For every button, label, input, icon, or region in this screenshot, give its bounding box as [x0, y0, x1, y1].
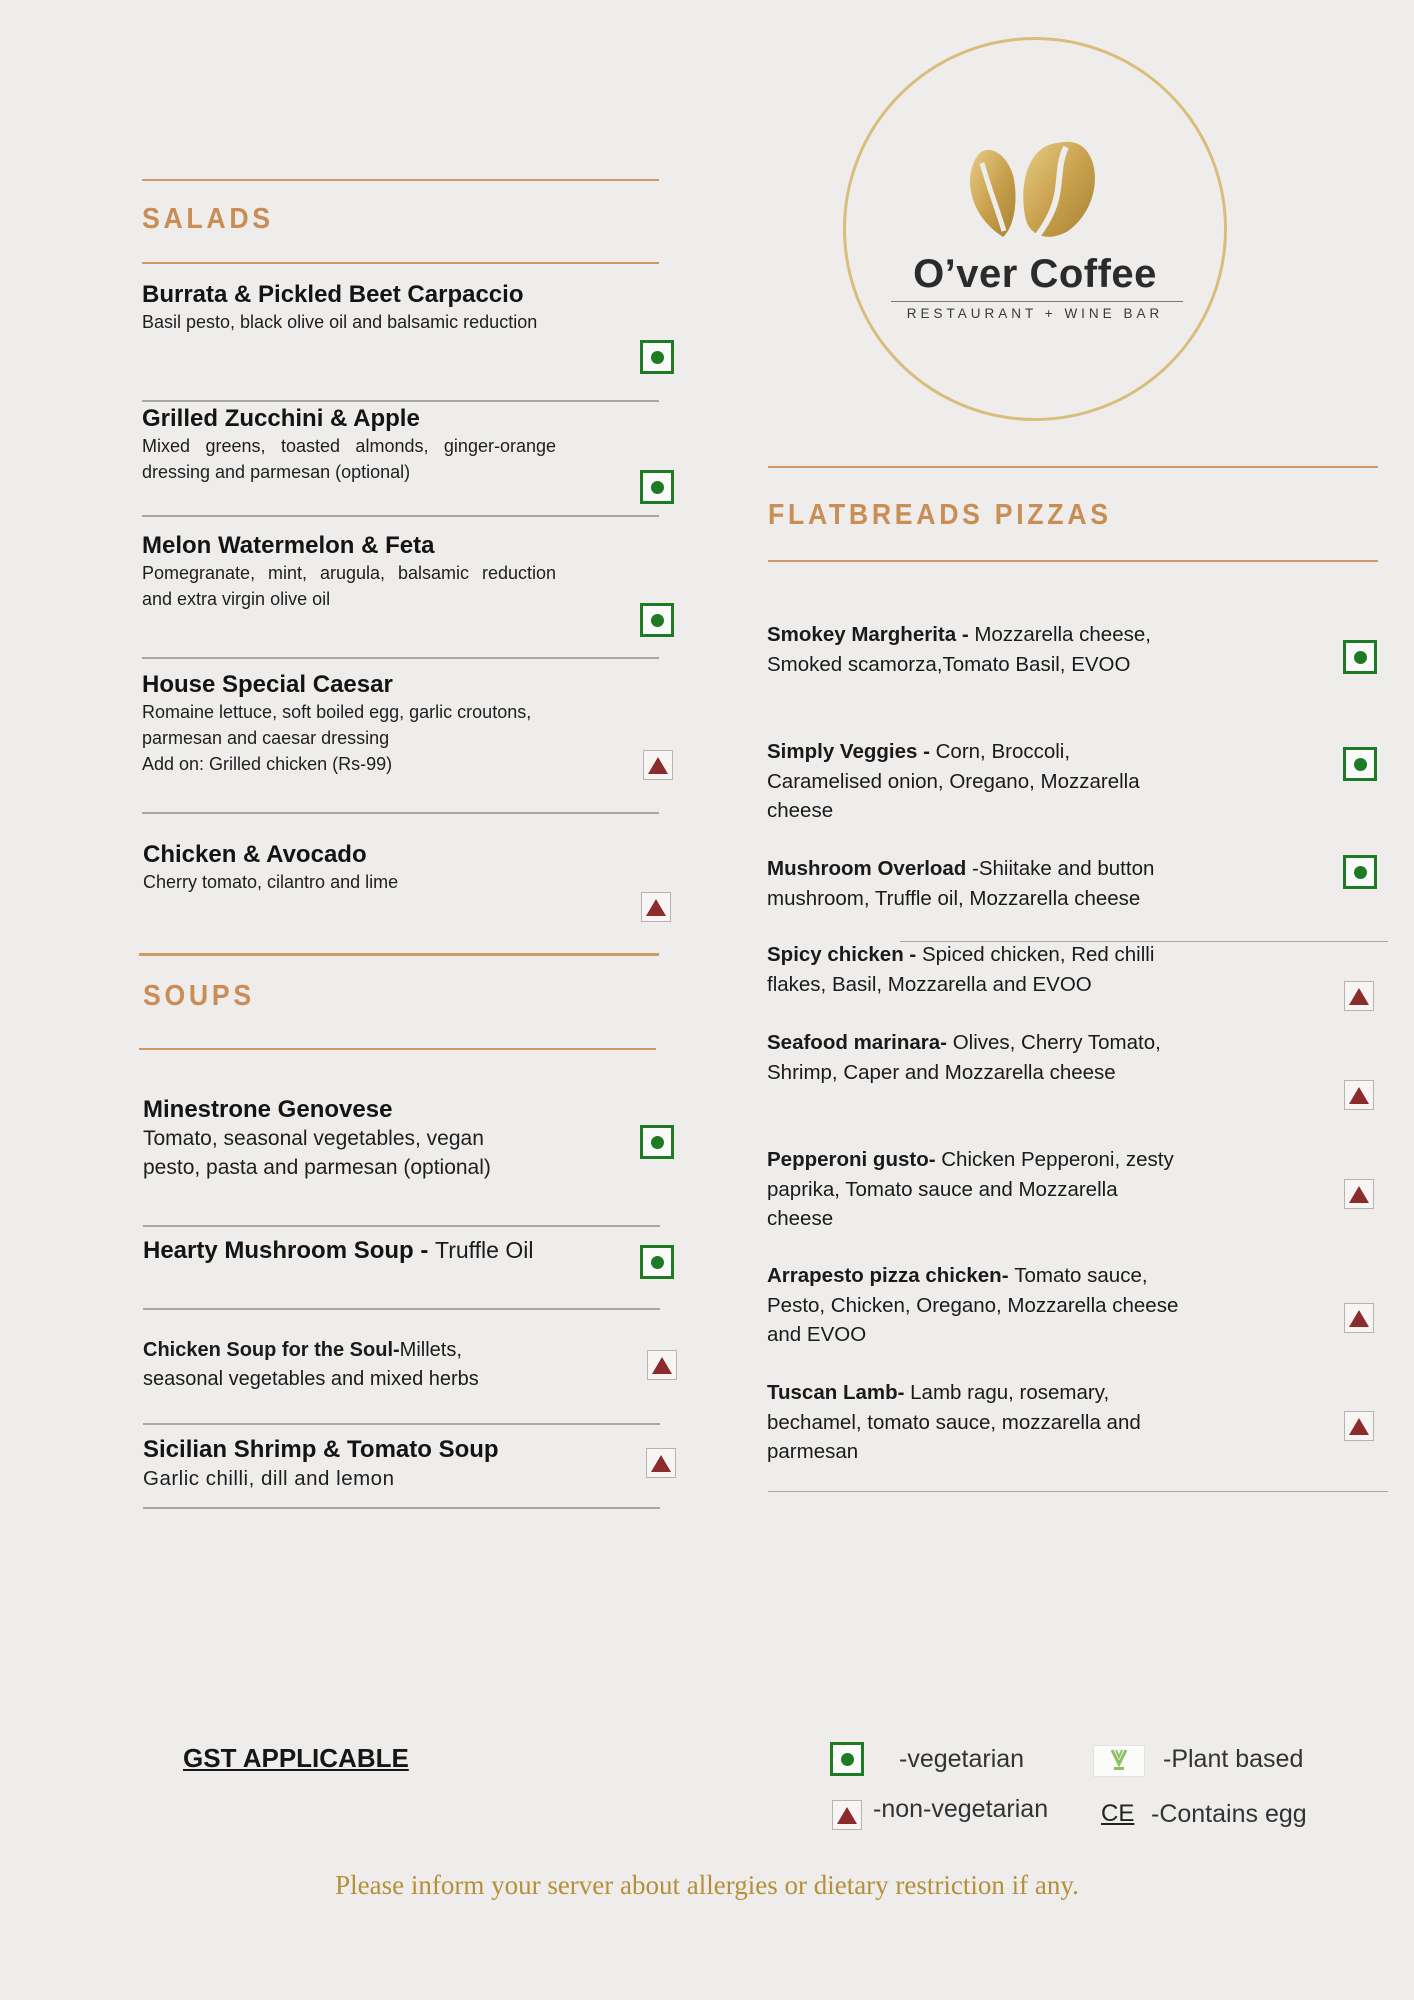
contains-egg-label: CE	[1101, 1800, 1135, 1827]
list-item	[143, 1096, 543, 1182]
veg-icon	[830, 1742, 864, 1776]
gst-notice: GST APPLICABLE	[183, 1743, 409, 1773]
dish-name: Hearty Mushroom Soup -	[143, 1237, 436, 1264]
list-item	[143, 1233, 543, 1268]
non-veg-icon	[646, 1448, 676, 1478]
dish-name: Burrata & Pickled Beet Carpaccio	[142, 281, 524, 308]
list-item	[142, 281, 556, 335]
dish-name: Chicken & Avocado	[143, 841, 367, 868]
divider	[768, 560, 1378, 562]
dish-description: Chicken Pepperoni, zesty paprika, Tomato sauce and Mozzarella cheese	[767, 1148, 1174, 1230]
brand-name: O’ver Coffee	[913, 252, 1157, 296]
non-veg-icon	[647, 1350, 677, 1380]
dish-description: Tomato sauce, Pesto, Chicken, Oregano, Mozzarella cheese and EVOO	[767, 1264, 1179, 1346]
non-veg-icon	[1344, 1179, 1374, 1209]
dish-description: Spiced chicken, Red chilli flakes, Basil, Mozzarella and EVOO	[767, 943, 1155, 996]
list-item	[767, 940, 1187, 999]
divider	[139, 1048, 656, 1050]
dish-description: Millets, seasonal vegetables and mixed herbs	[143, 1339, 479, 1390]
pizzas-heading: FLATBREADS PIZZAS	[768, 499, 1112, 531]
dish-name: Spicy chicken -	[767, 943, 922, 966]
dish-description: Romaine lettuce, soft boiled egg, garlic croutons, parmesan and caesar dressing	[142, 702, 532, 748]
list-item	[767, 1145, 1187, 1234]
dish-name: House Special Caesar	[142, 671, 393, 698]
divider	[142, 179, 659, 181]
list-item	[142, 532, 556, 612]
dish-description: Tomato, seasonal vegetables, vegan pesto, pasta and parmesan (optional)	[143, 1127, 491, 1179]
dish-description: Pomegranate, mint, arugula, balsamic reduction and extra virgin olive oil	[142, 563, 556, 609]
list-item	[143, 1436, 563, 1493]
legend-vegetarian: -vegetarian	[899, 1745, 1025, 1773]
divider	[143, 1225, 660, 1227]
non-veg-icon	[1344, 1080, 1374, 1110]
veg-icon	[640, 1125, 674, 1159]
dish-name: Simply Veggies -	[767, 740, 936, 763]
dish-name: Mushroom Overload	[767, 857, 973, 880]
divider	[142, 400, 659, 402]
legend-non-vegetarian: -non-vegetarian	[873, 1795, 1049, 1823]
dish-name: Melon Watermelon & Feta	[142, 532, 435, 559]
veg-icon	[640, 340, 674, 374]
veg-icon	[1343, 855, 1377, 889]
veg-icon	[640, 603, 674, 637]
salads-heading: SALADS	[142, 203, 274, 235]
list-item	[767, 1028, 1187, 1087]
brand-divider	[891, 301, 1183, 302]
dish-description: Mixed greens, toasted almonds, ginger-orange dressing and parmesan (optional)	[142, 436, 556, 482]
divider	[142, 262, 659, 264]
dish-description: Corn, Broccoli, Caramelised onion, Oregano, Mozzarella cheese	[767, 740, 1140, 822]
coffee-beans-icon	[958, 135, 1118, 247]
veg-icon	[1343, 747, 1377, 781]
divider	[142, 657, 659, 659]
list-item	[767, 1378, 1187, 1467]
divider	[143, 1423, 660, 1425]
list-item	[767, 737, 1187, 826]
veg-icon	[640, 1245, 674, 1279]
allergy-note: Please inform your server about allergies or dietary restriction if any.	[335, 1870, 1079, 1900]
list-item	[767, 854, 1187, 913]
divider	[143, 1507, 660, 1509]
list-item	[767, 1261, 1187, 1350]
list-item	[142, 405, 556, 485]
dish-description: Lamb ragu, rosemary, bechamel, tomato sauce, mozzarella and parmesan	[767, 1381, 1141, 1463]
dish-name: Pepperoni gusto-	[767, 1148, 942, 1171]
dish-description: Garlic chilli, dill and lemon	[143, 1467, 395, 1490]
non-veg-icon	[832, 1800, 862, 1830]
dish-description: Cherry tomato, cilantro and lime	[143, 872, 399, 892]
non-veg-icon	[641, 892, 671, 922]
divider	[142, 812, 659, 814]
non-veg-icon	[1344, 1411, 1374, 1441]
list-item	[142, 671, 562, 777]
non-veg-icon	[1344, 981, 1374, 1011]
divider	[768, 1491, 1388, 1492]
list-item	[143, 1336, 543, 1394]
dish-name: Chicken Soup for the Soul-	[143, 1339, 400, 1361]
dish-description: Olives, Cherry Tomato, Shrimp, Caper and Mozzarella cheese	[767, 1031, 1161, 1084]
dish-addon: Add on: Grilled chicken (Rs-99)	[142, 754, 393, 774]
non-veg-icon	[1344, 1303, 1374, 1333]
divider	[142, 515, 659, 517]
dish-description: -Shiitake and button mushroom, Truffle oil, Mozzarella cheese	[767, 857, 1155, 910]
dish-name: Arrapesto pizza chicken-	[767, 1264, 1015, 1287]
veg-icon	[640, 470, 674, 504]
dish-name: Smokey Margherita -	[767, 623, 975, 646]
list-item	[143, 841, 563, 895]
list-item	[767, 620, 1187, 679]
dish-name: Sicilian Shrimp & Tomato Soup	[143, 1436, 499, 1463]
dish-name: Tuscan Lamb-	[767, 1381, 911, 1404]
veg-icon	[1343, 640, 1377, 674]
divider	[139, 953, 659, 956]
divider	[143, 1308, 660, 1310]
non-veg-icon	[643, 750, 673, 780]
plant-based-icon	[1093, 1745, 1145, 1777]
dish-description: Truffle Oil	[435, 1237, 534, 1263]
dish-name: Seafood marinara-	[767, 1031, 953, 1054]
divider	[768, 466, 1378, 468]
dish-name: Grilled Zucchini & Apple	[142, 405, 420, 432]
brand-subtitle: RESTAURANT + WINE BAR	[906, 306, 1164, 321]
legend-plant-based: -Plant based	[1163, 1745, 1304, 1773]
legend-contains-egg: -Contains egg	[1151, 1800, 1307, 1828]
soups-heading: SOUPS	[143, 980, 255, 1012]
dish-description: Mozzarella cheese, Smoked scamorza,Tomato Basil, EVOO	[767, 623, 1151, 676]
dish-description: Basil pesto, black olive oil and balsamic reduction	[142, 312, 538, 332]
dish-name: Minestrone Genovese	[143, 1096, 393, 1123]
